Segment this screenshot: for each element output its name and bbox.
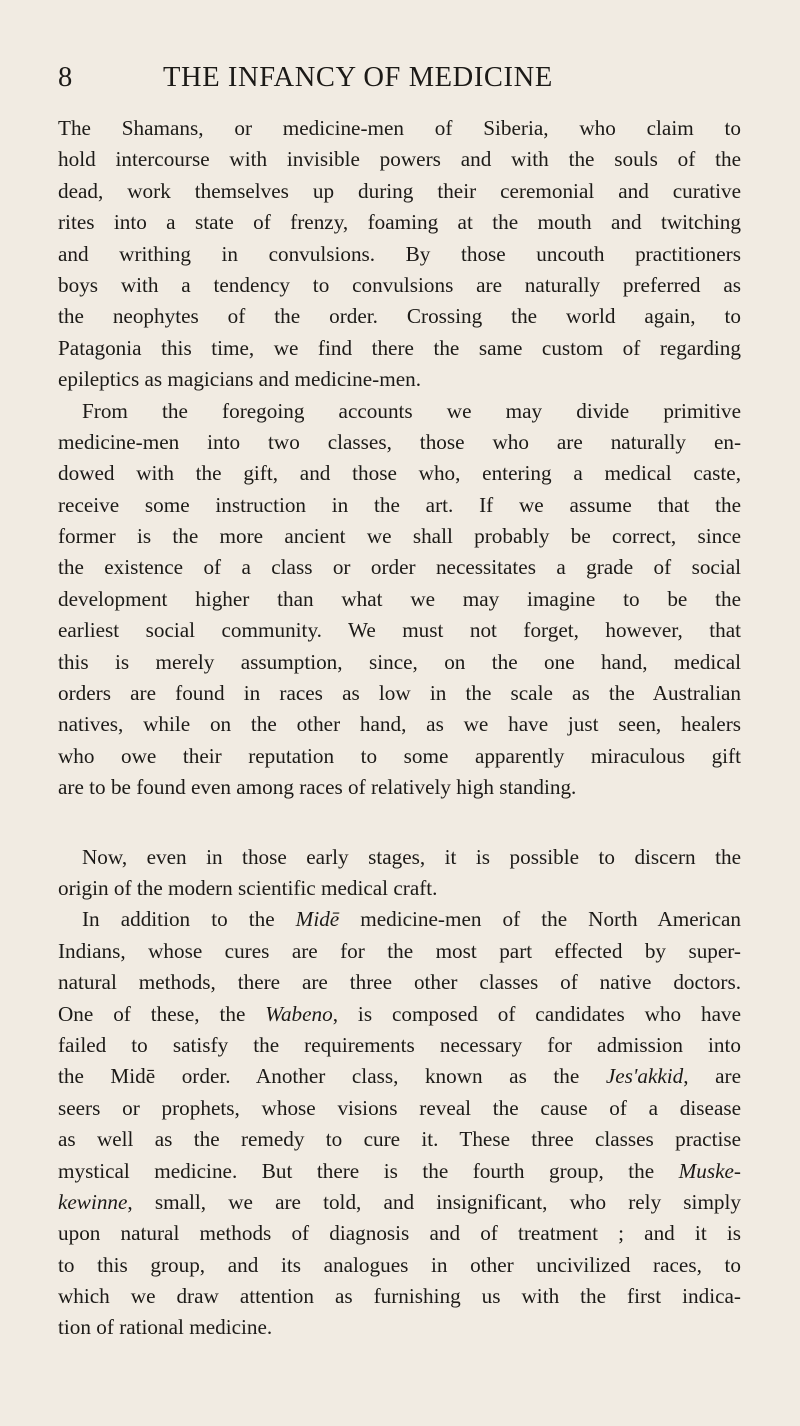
text-run: the Midē order. Another class, known as the [58,1064,606,1089]
text-line: natives, while on the other hand, as we have just seen, healers [58,712,741,737]
text-line [58,999,741,1030]
running-head [58,62,742,102]
text-line: orders are found in races as low in the scale as the Australian [58,681,741,706]
text-line [58,1156,741,1187]
text-line: who owe their reputation to some apparently miraculous gift [58,743,741,768]
page-number: 8 [58,62,73,93]
text-line [58,1187,741,1218]
text-line: failed to satisfy the requirements necessary for admission into [58,1032,741,1057]
text-line: rites into a state of frenzy, foaming at the mouth and twitching [58,210,741,235]
text-line: as well as the remedy to cure it. These three classes practise [58,1127,741,1152]
text-line: Indians, whose cures are for the most part effected by super- [58,938,741,963]
text-line: From the foregoing accounts we may divide primitive [82,398,741,423]
italic-term: Wabeno [265,1001,333,1026]
running-title: THE INFANCY OF MEDICINE [163,62,553,93]
italic-term: Jes'akkid [605,1064,684,1089]
text-run: medicine-men of the North American [339,907,741,932]
text-line: upon natural methods of diagnosis and of treatment ; and it is [58,1221,741,1246]
text-line: dowed with the gift, and those who, entering a medical caste, [58,461,741,486]
italic-term: Midē [295,907,340,932]
paragraph [58,113,741,396]
paragraph [58,904,741,1343]
text-line: origin of the modern scientific medical craft. [58,875,438,900]
text-run: In addition to the [82,907,296,932]
text-line: The Shamans, or medicine-men of Siberia, who claim to [58,116,741,140]
text-line: natural methods, there are three other classes of native doctors. [58,970,741,995]
text-line: and writhing in convulsions. By those uncouth practitioners [58,241,741,266]
text-line: former is the more ancient we shall probably be correct, since [58,524,741,549]
text-line: which we draw attention as furnishing us with the first indica- [58,1284,741,1309]
text-line [58,904,741,935]
paragraph [58,396,741,804]
text-line: the neophytes of the order. Crossing the world again, to [58,304,741,329]
body-text [58,113,741,1344]
text-line: the existence of a class or order necessitates a grade of social [58,555,741,580]
italic-term: kewinne [58,1189,128,1214]
text-line: seers or prophets, whose visions reveal the cause of a disease [58,1095,741,1120]
text-line: development higher than what we may imagine to be the [58,586,741,611]
text-line: tion of rational medicine. [58,1315,273,1340]
text-line [58,1061,741,1092]
text-line: earliest social community. We must not forget, however, that [58,618,741,643]
text-run: , small, we are told, and insignificant, who rely simply [127,1189,741,1214]
text-line: receive some instruction in the art. If we assume that the [58,492,741,517]
text-line: medicine-men into two classes, those who are naturally en- [58,429,741,454]
text-run: One of these, the [58,1001,266,1026]
text-line: Patagonia this time, we find there the same custom of regarding [58,335,741,360]
italic-term: Muske- [678,1158,741,1183]
text-line: epileptics as magicians and medicine-men. [58,367,422,392]
text-line: this is merely assumption, since, on the one hand, medical [58,649,741,674]
paragraph-gap [58,804,741,842]
text-run: mystical medicine. But there is the fourth group, the [58,1158,679,1183]
text-run: , are [683,1064,741,1089]
text-line: dead, work themselves up during their ceremonial and curative [58,178,741,203]
text-line: Now, even in those early stages, it is possible to discern the [82,844,741,869]
text-line: are to be found even among races of relatively high standing. [58,775,577,800]
paragraph [58,842,741,905]
text-line: hold intercourse with invisible powers and with the souls of the [58,147,741,172]
text-line: boys with a tendency to convulsions are naturally preferred as [58,272,741,297]
text-line: to this group, and its analogues in other uncivilized races, to [58,1252,741,1277]
text-run: , is composed of candidates who have [332,1001,741,1026]
